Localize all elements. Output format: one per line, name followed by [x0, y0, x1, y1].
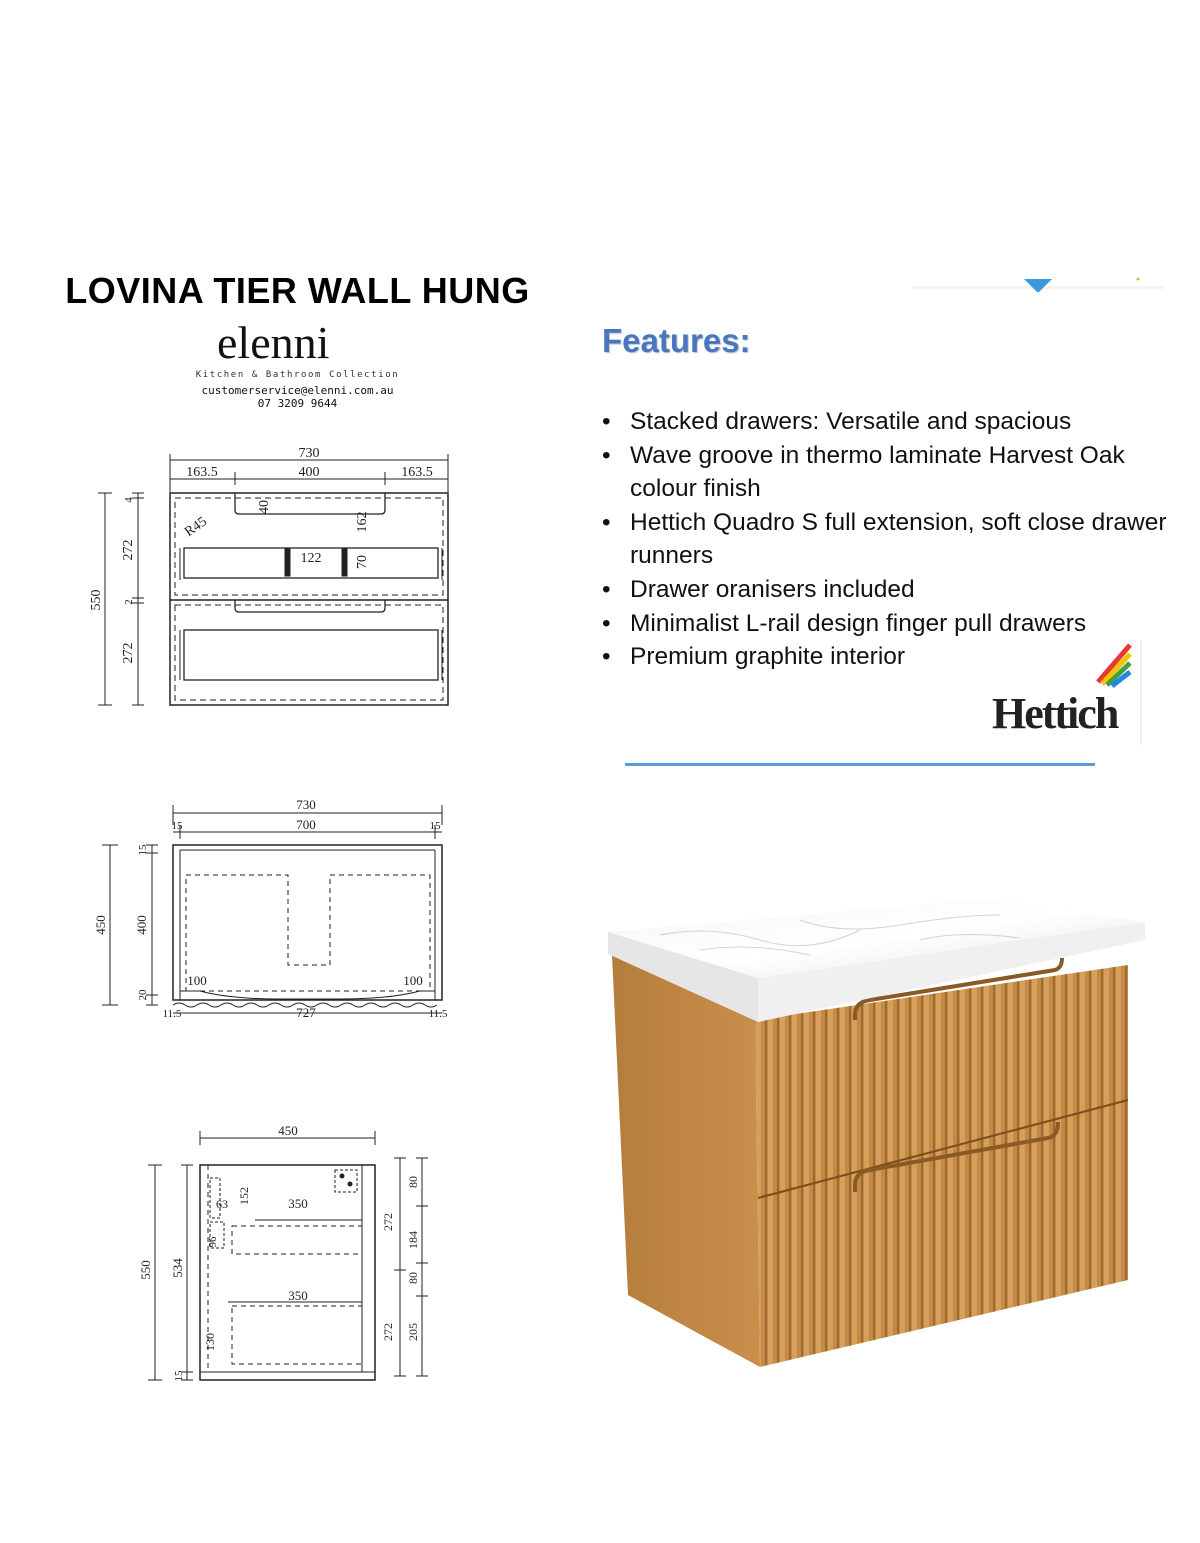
bullet: • — [602, 609, 611, 637]
tv-bot-l-label: 11.5 — [162, 1008, 182, 1020]
sv-base-label: 15 — [173, 1370, 185, 1382]
feature-item: • Stacked drawers: Versatile and spacious — [600, 405, 1198, 439]
feature-item: • Wave groove in thermo laminate Harvest Oak colour finish — [600, 439, 1198, 506]
bullet: • — [602, 575, 611, 603]
elenni-logo — [215, 318, 380, 368]
sv-d1-label: 63 — [216, 1197, 228, 1211]
fv-center-label: 400 — [298, 465, 320, 480]
fv-midgap-label: 2 — [123, 599, 135, 605]
sv-d3-label: 96 — [207, 1236, 219, 1248]
tv-height-label: 450 — [93, 915, 108, 935]
tv-inner-label: 700 — [296, 817, 316, 832]
sv-r1-label: 80 — [406, 1176, 420, 1188]
product-title: LOVINA TIER WALL HUNG — [65, 270, 530, 311]
fv-radius-label: R45 — [182, 514, 210, 540]
sv-drawer1-label: 350 — [288, 1196, 308, 1211]
top-view-drawing — [80, 795, 460, 1025]
fv-notch-h-label: 70 — [355, 555, 370, 569]
bullet: • — [602, 508, 611, 536]
hettich-text: Hettich — [992, 689, 1118, 738]
sv-height-label: 550 — [138, 1260, 153, 1280]
divider — [625, 763, 1095, 766]
tv-width-label: 730 — [296, 797, 316, 812]
bullet: • — [602, 441, 611, 469]
tv-back-label: 15 — [137, 844, 149, 856]
bullet: • — [602, 643, 611, 671]
tv-bot-r-label: 11.5 — [428, 1008, 448, 1020]
features-list — [600, 405, 1198, 674]
tv-side-l-label: 15 — [171, 820, 183, 832]
brand-email[interactable]: customerservice@elenni.com.au — [201, 384, 394, 397]
bullet: • — [602, 408, 611, 435]
tv-front-label: 20 — [137, 989, 149, 1001]
sv-drawer2-label: 350 — [288, 1288, 308, 1303]
fv-topgap-label: 4 — [123, 497, 135, 503]
tv-gap-r-label: 100 — [403, 973, 423, 988]
feature-item: • Hettich Quadro S full extension, soft close drawer runners — [600, 506, 1198, 573]
feature-item: • Drawer oranisers included — [600, 573, 1198, 607]
feature-item: • Premium graphite interior — [600, 640, 1198, 674]
side-view-drawing — [130, 1118, 440, 1388]
features-heading: Features: — [602, 322, 751, 359]
tv-bottom-label: 727 — [296, 1005, 316, 1020]
sv-d4-label: 130 — [203, 1333, 217, 1351]
tv-innerd-label: 400 — [134, 915, 149, 935]
sv-r6-label: 205 — [406, 1323, 420, 1341]
sv-r5-label: 272 — [381, 1323, 395, 1341]
sv-r3-label: 184 — [406, 1231, 420, 1249]
feature-item: • Minimalist L-rail design finger pull drawers — [600, 607, 1198, 641]
tv-side-r-label: 15 — [429, 820, 441, 832]
fv-notch-label: 122 — [300, 551, 322, 566]
brand-tagline: Kitchen & Bathroom Collection — [195, 370, 400, 380]
sv-r4-label: 80 — [406, 1272, 420, 1284]
fv-width-label: 730 — [298, 446, 320, 461]
brand-name: elenni — [217, 318, 330, 368]
sv-d2-label: 152 — [237, 1187, 251, 1205]
fv-drawer2-label: 272 — [121, 642, 136, 664]
sv-innerh-label: 534 — [170, 1258, 185, 1278]
fv-depth-label: 162 — [355, 511, 370, 533]
sv-r2-label: 272 — [381, 1213, 395, 1231]
brand-phone: 07 3209 9644 — [257, 397, 338, 410]
fv-right-label: 163.5 — [401, 465, 433, 480]
sv-depth-label: 450 — [278, 1123, 298, 1138]
vanity-product-image — [600, 880, 1150, 1370]
fv-drawer1-label: 272 — [121, 539, 136, 561]
hettich-logo — [990, 640, 1142, 745]
front-view-drawing — [80, 440, 460, 710]
fv-left-label: 163.5 — [186, 465, 218, 480]
fv-cut-label: 40 — [257, 500, 272, 514]
fv-height-label: 550 — [89, 589, 104, 611]
tv-gap-l-label: 100 — [187, 973, 207, 988]
header-decoration — [912, 276, 1164, 292]
